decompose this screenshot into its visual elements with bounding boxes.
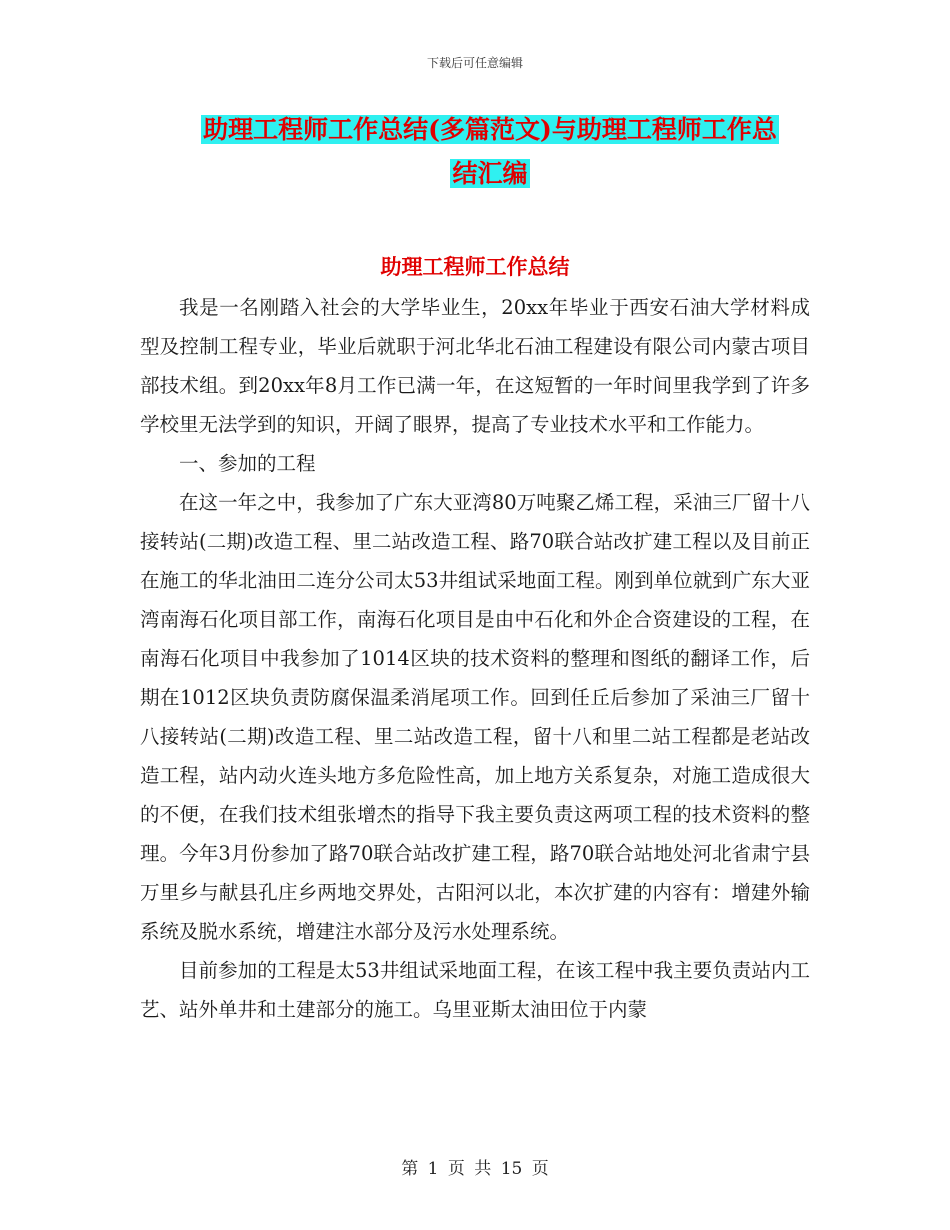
subheading: 一、参加的工程 bbox=[179, 452, 316, 475]
body-text bbox=[140, 288, 810, 1029]
paragraph: 目前参加的工程是太53井组试采地面工程，在该工程中我主要负责站内工艺、站外单井和土建部分的施工。乌里亚斯太油田位于内蒙 bbox=[140, 959, 810, 1021]
header-note: 下载后可任意编辑 bbox=[426, 56, 523, 70]
document-title-line-1: 助理工程师工作总结(多篇范文)与助理工程师工作总 bbox=[203, 115, 777, 144]
document-title bbox=[140, 108, 840, 196]
section-title: 助理工程师工作总结 bbox=[380, 254, 570, 279]
document-title-line-2: 结汇编 bbox=[452, 159, 528, 188]
page-footer: 第 1 页 共 15 页 bbox=[401, 1159, 549, 1179]
paragraph: 我是一名刚踏入社会的大学毕业生，20xx年毕业于西安石油大学材料成型及控制工程专业，毕业后就职于河北华北石油工程建设有限公司内蒙古项目部技术组。到20xx年8月工作已满一年，在这短暂的一年时间里我学到了许多学校里无法学到的知识，开阔了眼界，提高了专业技术水平和工作能力。 bbox=[140, 296, 810, 436]
paragraph: 在这一年之中，我参加了广东大亚湾80万吨聚乙烯工程，采油三厂留十八接转站(二期)改造工程、里二站改造工程、路70联合站改扩建工程以及目前正在施工的华北油田二连分公司太53井组试采地面工程。刚到单位就到广东大亚湾南海石化项目部工作，南海石化项目是由中石化和外企合资建设的工程，在南海石化项目中我参加了1014区块的技术资料的整理和图纸的翻译工作，后期在1012区块负责防腐保温柔消尾项工作。回到任丘后参加了采油三厂留十八接转站(二期)改造工程、里二站改造工程，留十八和里二站工程都是老站改造工程，站内动火连头地方多危险性高，加上地方关系复杂，对施工造成很大的不便，在我们技术组张增杰的指导下我主要负责这两项工程的技术资料的整理。今年3月份参加了路70联合站改扩建工程，路70联合站地处河北省肃宁县万里乡与献县孔庄乡两地交界处，古阳河以北，本次扩建的内容有：增建外输系统及脱水系统，增建注水部分及污水处理系统。 bbox=[140, 491, 810, 943]
